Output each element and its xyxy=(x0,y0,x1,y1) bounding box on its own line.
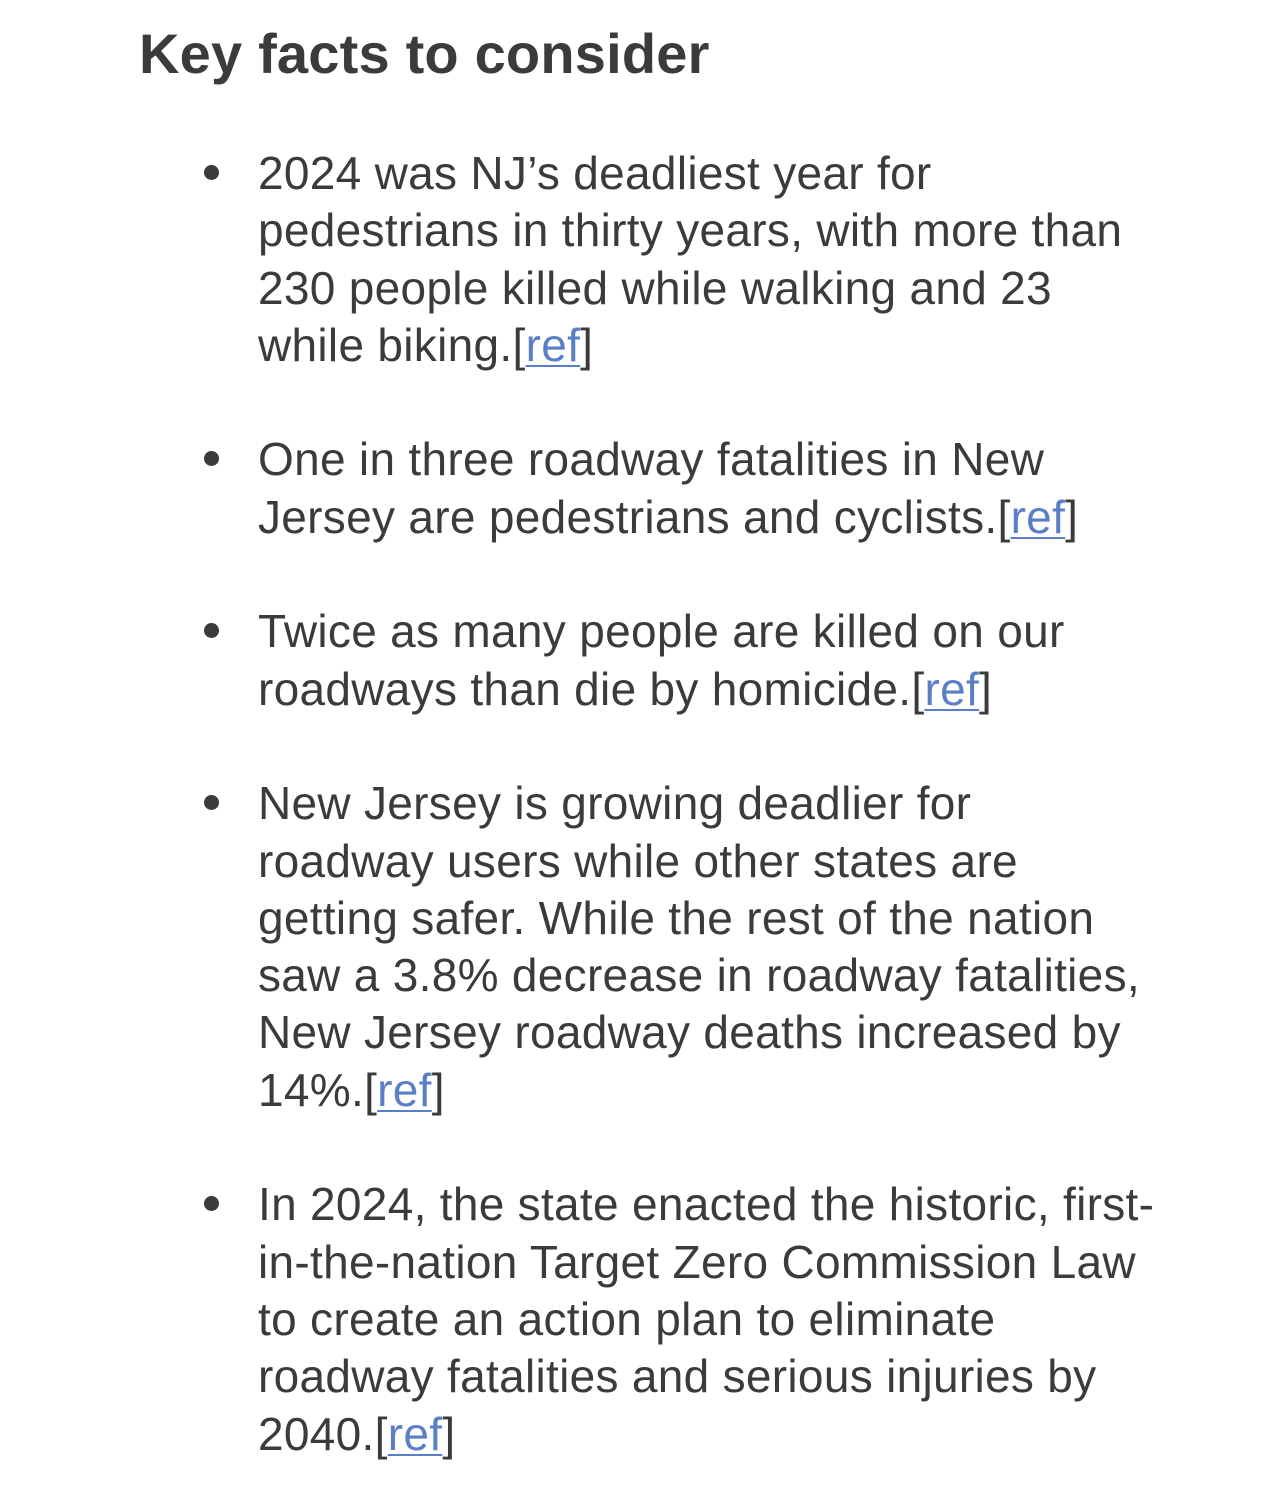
ref-link[interactable]: ref xyxy=(525,318,581,371)
ref-link[interactable]: ref xyxy=(387,1407,443,1460)
bracket-close: ] xyxy=(431,1063,445,1116)
bracket-open: [ xyxy=(997,490,1011,543)
bracket-open: [ xyxy=(512,318,526,371)
bullet-icon xyxy=(204,165,219,180)
fact-text: In 2024, the state enacted the historic, first-in-the-nation Target Zero Commission Law to create an action plan to eliminate roadway fatalities and serious injuries by 2040. xyxy=(258,1178,1155,1460)
ref-link[interactable]: ref xyxy=(1010,490,1066,543)
bullet-icon xyxy=(204,623,219,638)
fact-text: New Jersey is growing deadlier for roadway users while other states are getting safer. While the rest of the nation saw a 3.8% decrease in roadway fatalities, New Jersey roadway deaths increased by 14%. xyxy=(258,777,1140,1116)
list-item-fact-1 xyxy=(258,145,1158,374)
bullet-icon xyxy=(204,451,219,466)
list-item-fact-4 xyxy=(258,775,1158,1119)
bullet-icon xyxy=(204,1196,219,1211)
fact-text: Twice as many people are killed on our roadways than die by homicide. xyxy=(258,605,1065,715)
bracket-open: [ xyxy=(364,1063,378,1116)
bracket-close: ] xyxy=(979,662,993,715)
fact-text: 2024 was NJ’s deadliest year for pedestrians in thirty years, with more than 230 people killed while walking and 23 while biking. xyxy=(258,147,1123,371)
bracket-close: ] xyxy=(442,1407,456,1460)
bracket-close: ] xyxy=(1065,490,1079,543)
bracket-close: ] xyxy=(580,318,594,371)
list-item-fact-5 xyxy=(258,1176,1158,1462)
fact-text: One in three roadway fatalities in New Jersey are pedestrians and cyclists. xyxy=(258,433,1045,543)
bullet-icon xyxy=(204,795,219,810)
bracket-open: [ xyxy=(911,662,925,715)
ref-link[interactable]: ref xyxy=(924,662,980,715)
list-item-fact-2 xyxy=(258,431,1158,546)
ref-link[interactable]: ref xyxy=(377,1063,432,1116)
list-item-fact-3 xyxy=(258,603,1158,718)
section-heading: Key facts to consider xyxy=(139,22,710,85)
key-facts-list xyxy=(258,145,1158,1463)
bracket-open: [ xyxy=(374,1407,388,1460)
